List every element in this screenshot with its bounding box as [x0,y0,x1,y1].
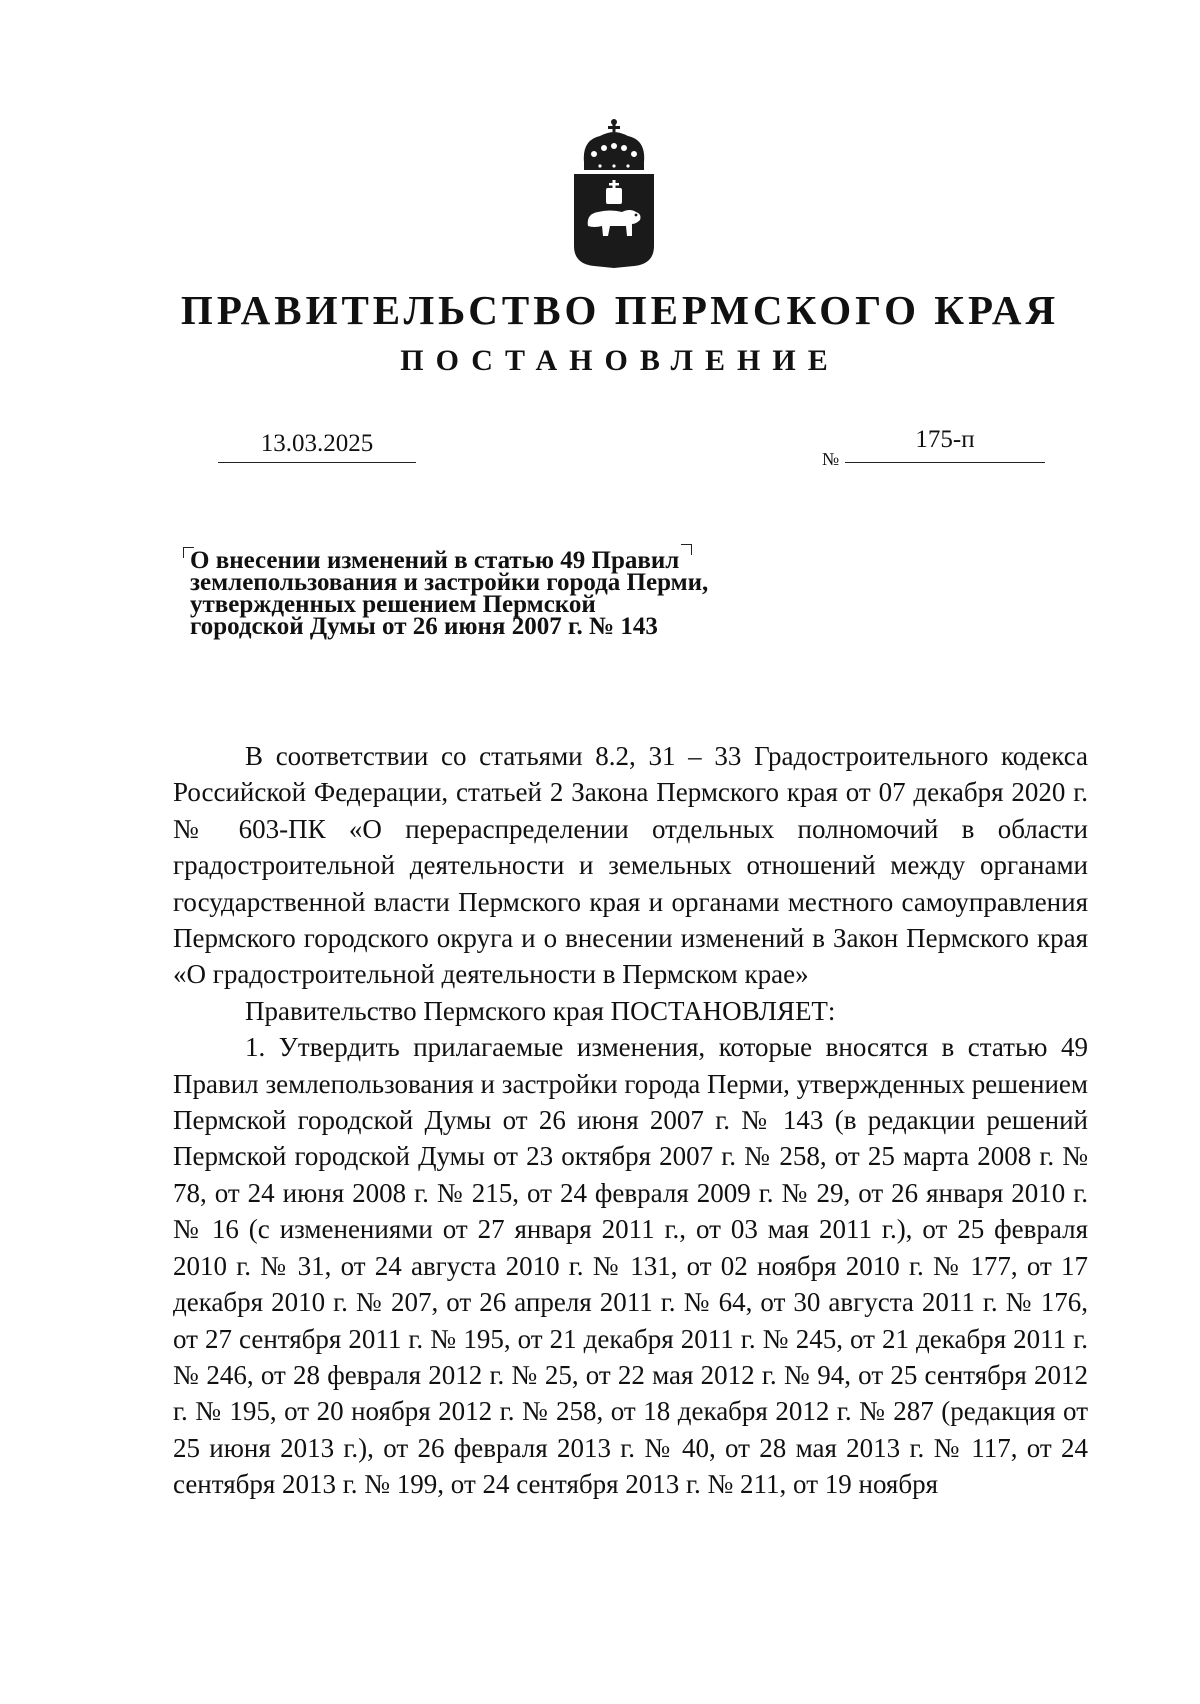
document-subject: О внесении изменений в статью 49 Правил землепользования и застройки города Перми, утвержденных решением Пермской городской Думы от 26 июня 2007 г. № 143 [190,547,709,640]
resolves-paragraph: Правительство Пермского края ПОСТАНОВЛЯЕТ: [245,995,836,1026]
document-type: ПОСТАНОВЛЕНИЕ [400,344,840,377]
document-body [173,738,1088,1503]
document-date: 13.03.2025 [218,430,416,463]
document-number: 175-п [845,426,1045,463]
organization-title: ПРАВИТЕЛЬСТВО ПЕРМСКОГО КРАЯ [180,287,1060,333]
item-1-paragraph: 1. Утвердить прилагаемые изменения, которые вносятся в статью 49 Правил землепользования и застройки города Перми, утвержденных решением Пермской городской Думы от 26 июня 2007 г. № 143 (в редакции решений Пермской городской Думы от 23 октября 2007 г. № 258, от 25 марта 2008 г. № 78, от 24 июня 2008 г. № 215, от 24 февраля 2009 г. № 29, от 26 января 2010 г. № 16 (с изменениями от 27 января 2011 г., от 03 мая 2011 г.), от 25 февраля 2010 г. № 31, от 24 августа 2010 г. № 131, от 02 ноября 2010 г. № 177, от 17 декабря 2010 г. № 207, от 26 апреля 2011 г. № 64, от 30 августа 2011 г. № 176, от 27 сентября 2011 г. № 195, от 21 декабря 2011 г. № 245, от 21 декабря 2011 г. № 246, от 28 февраля 2012 г. № 25, от 22 мая 2012 г. № 94, от 25 сентября 2012 г. № 195, от 20 ноября 2012 г. № 258, от 18 декабря 2012 г. № 287 (редакция от 25 июня 2013 г.), от 26 февраля 2013 г. № 40, от 28 мая 2013 г. № 117, от 24 сентября 2013 г. № 199, от 24 сентября 2013 г. № 211, от 19 ноября [173,1032,1088,1500]
number-label: № [822,449,840,469]
preamble-paragraph: В соответствии со статьями 8.2, 31 – 33 Градостроительного кодекса Российской Федерации, статьей 2 Закона Пермского края от 07 декабря 2020 г. № 603-ПК «О перераспределении отдельных полномочий в области градостроительной деятельности и земельных отношений между органами государственной власти Пермского края и органами местного самоуправления Пермского городского округа и о внесении изменений в Закон Пермского края «О градостроительной деятельности в Пермском крае» [173,741,1088,990]
coat-of-arms-icon [570,118,658,270]
